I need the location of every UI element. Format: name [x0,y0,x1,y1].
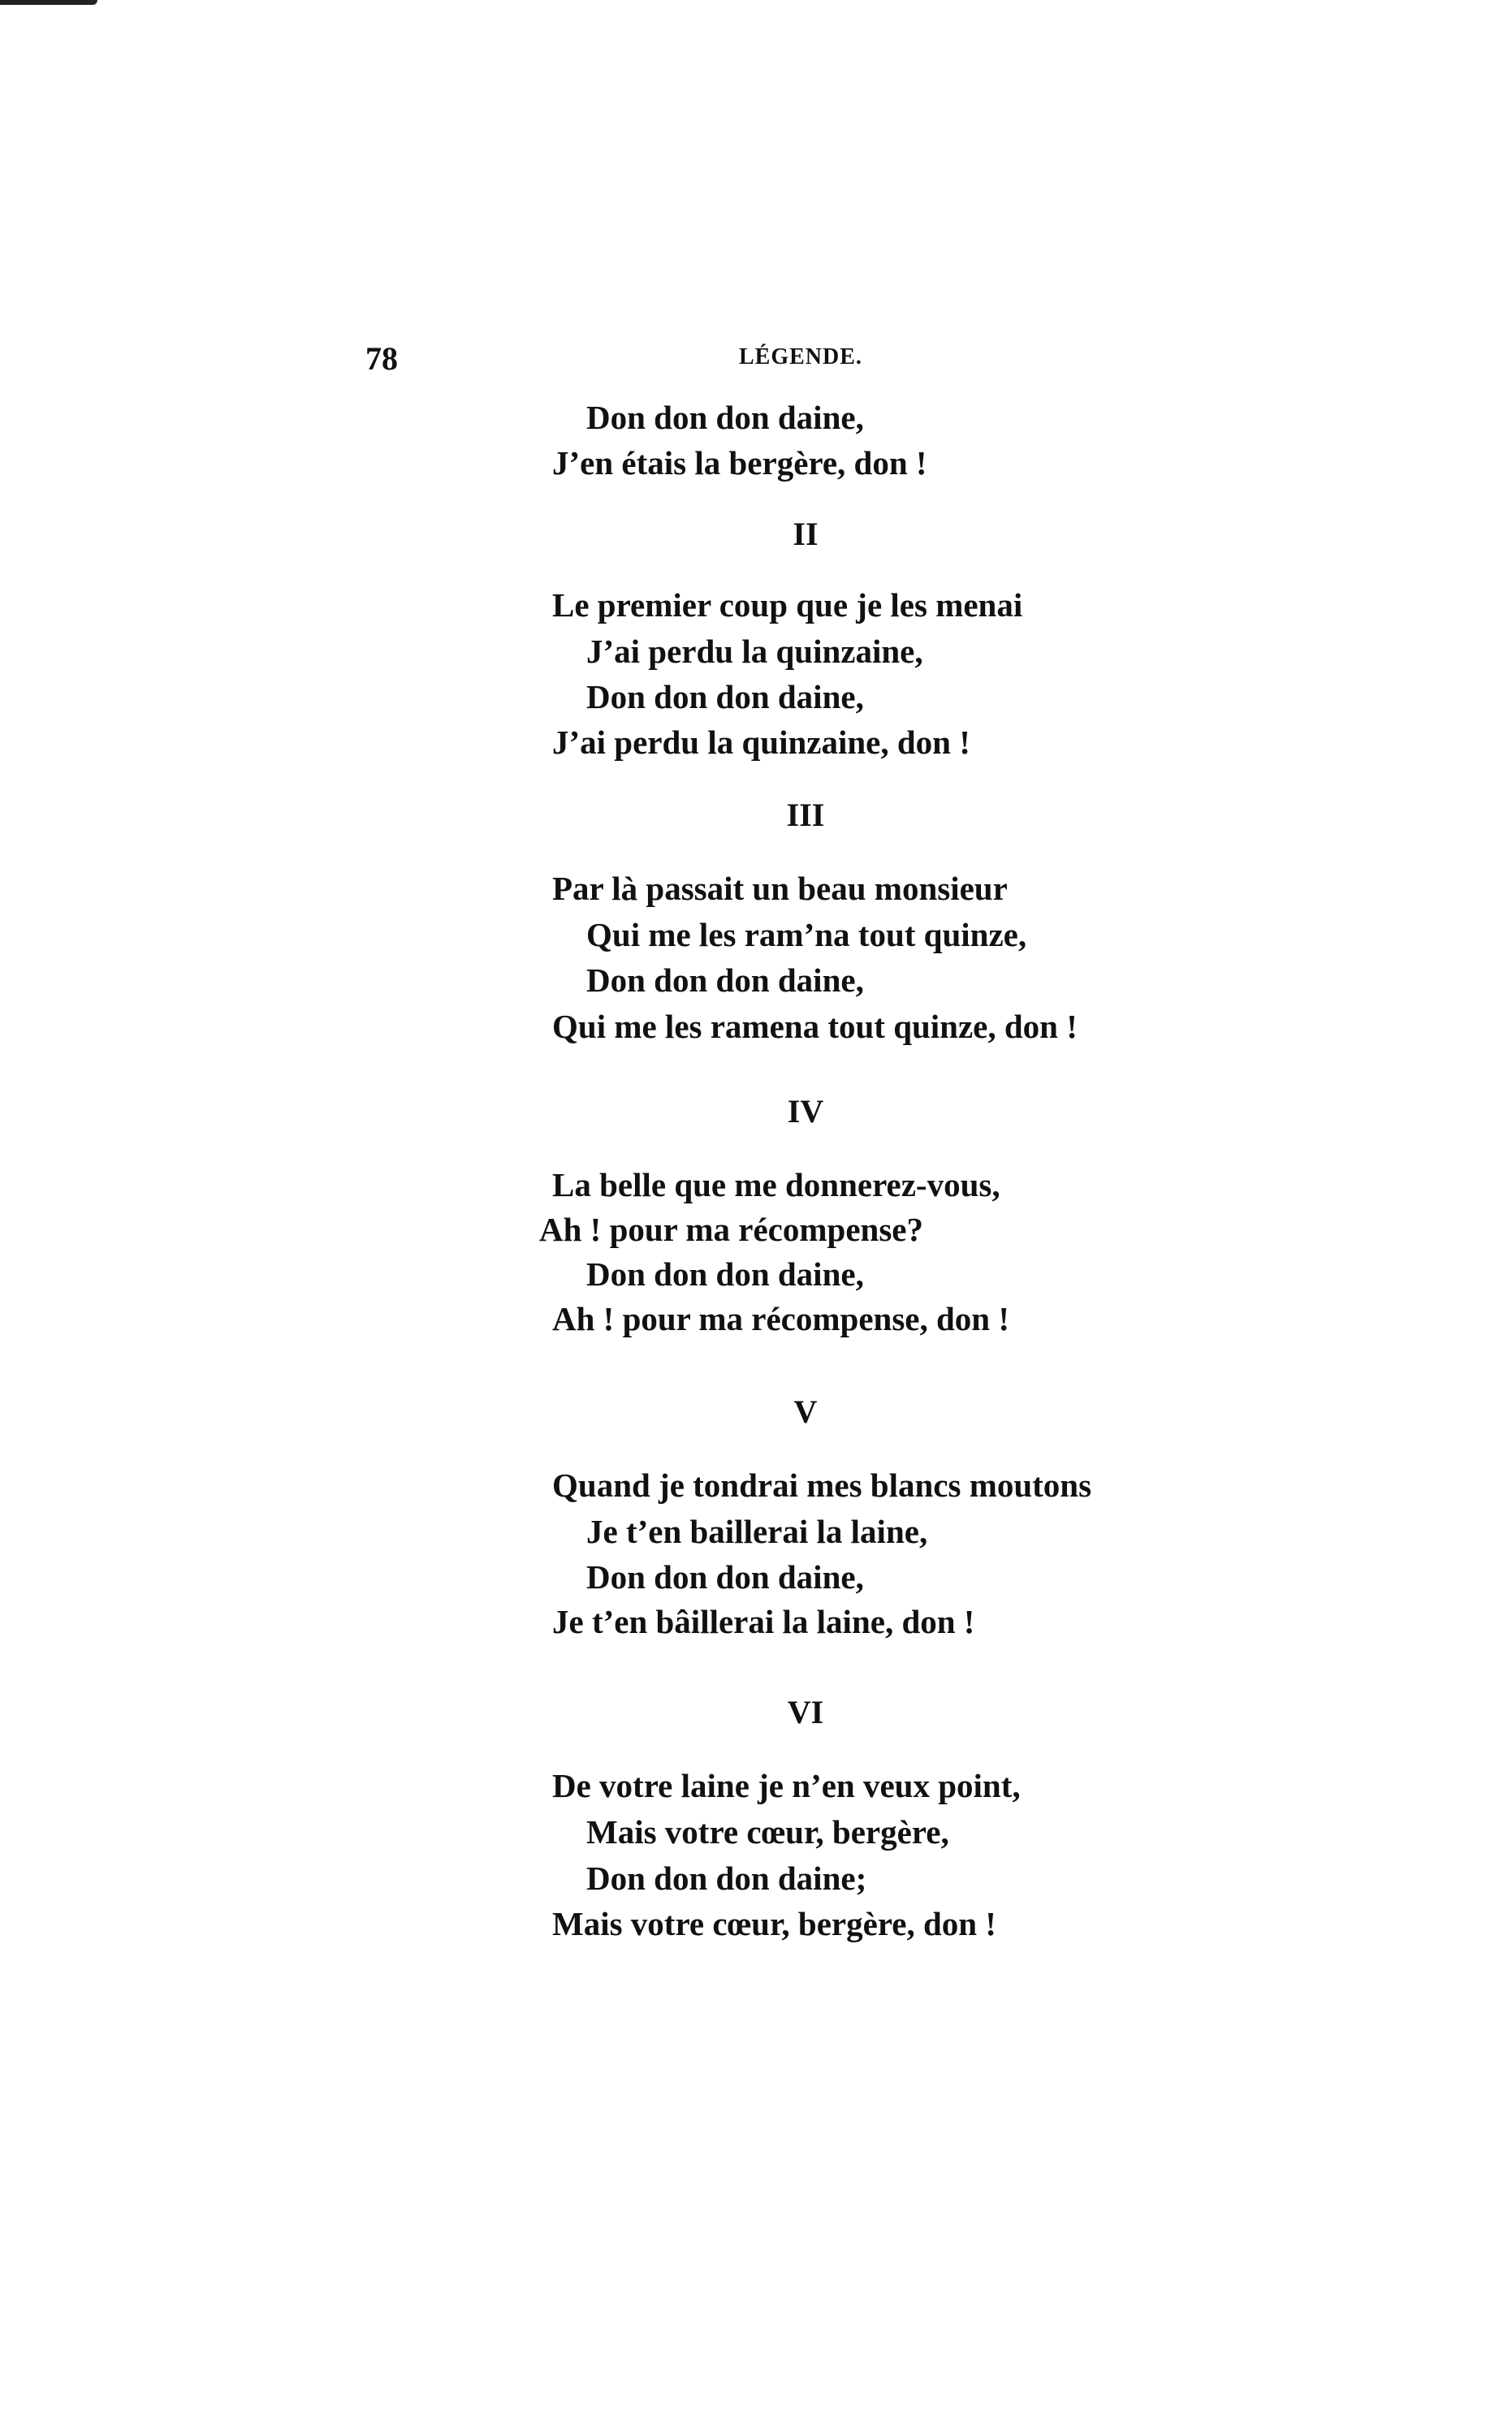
poem-line: Don don don daine; [586,1860,867,1897]
stanza-numeral: IV [787,1093,824,1130]
poem-line: Don don don daine, [586,1255,864,1293]
page-header [0,339,1512,380]
poem-line: La belle que me donnerez-vous, [552,1166,1000,1203]
poem-line: Quand je tondrai mes blancs moutons [552,1467,1092,1504]
poem-line: De votre laine je n’en veux point, [552,1767,1021,1804]
stanza-numeral: VI [787,1694,824,1730]
poem-line: Par là passait un beau monsieur [552,870,1008,907]
poem-line: Qui me les ramena tout quinze, don ! [552,1008,1078,1045]
poem-line: Ah ! pour ma récompense, don ! [552,1300,1009,1337]
poem-line: Je t’en bâillerai la laine, don ! [552,1603,975,1640]
poem-line: J’en étais la bergère, don ! [552,444,927,482]
page-number: 78 [365,340,398,377]
stanza-numeral: III [786,797,825,833]
poem-line: Le premier coup que je les menai [552,586,1023,624]
poem-line: Mais votre cœur, bergère, [586,1813,949,1851]
poem-line: Don don don daine, [586,961,864,999]
poem-line: Don don don daine, [586,678,864,715]
poem-line: Ah ! pour ma récompense? [539,1211,923,1248]
poem-line: Je t’en baillerai la laine, [586,1513,928,1550]
poem-line: Don don don daine, [586,399,864,436]
poem-line: J’ai perdu la quinzaine, [586,633,923,670]
scan-edge-mark [0,0,97,5]
poem-line: Qui me les ram’na tout quinze, [586,916,1027,953]
poem-line: J’ai perdu la quinzaine, don ! [552,724,970,761]
stanza-numeral: V [793,1393,818,1430]
poem-line: Mais votre cœur, bergère, don ! [552,1905,996,1942]
poem-line: Don don don daine, [586,1558,864,1596]
stanza-numeral: II [793,516,819,552]
running-title: LÉGENDE. [739,344,862,369]
